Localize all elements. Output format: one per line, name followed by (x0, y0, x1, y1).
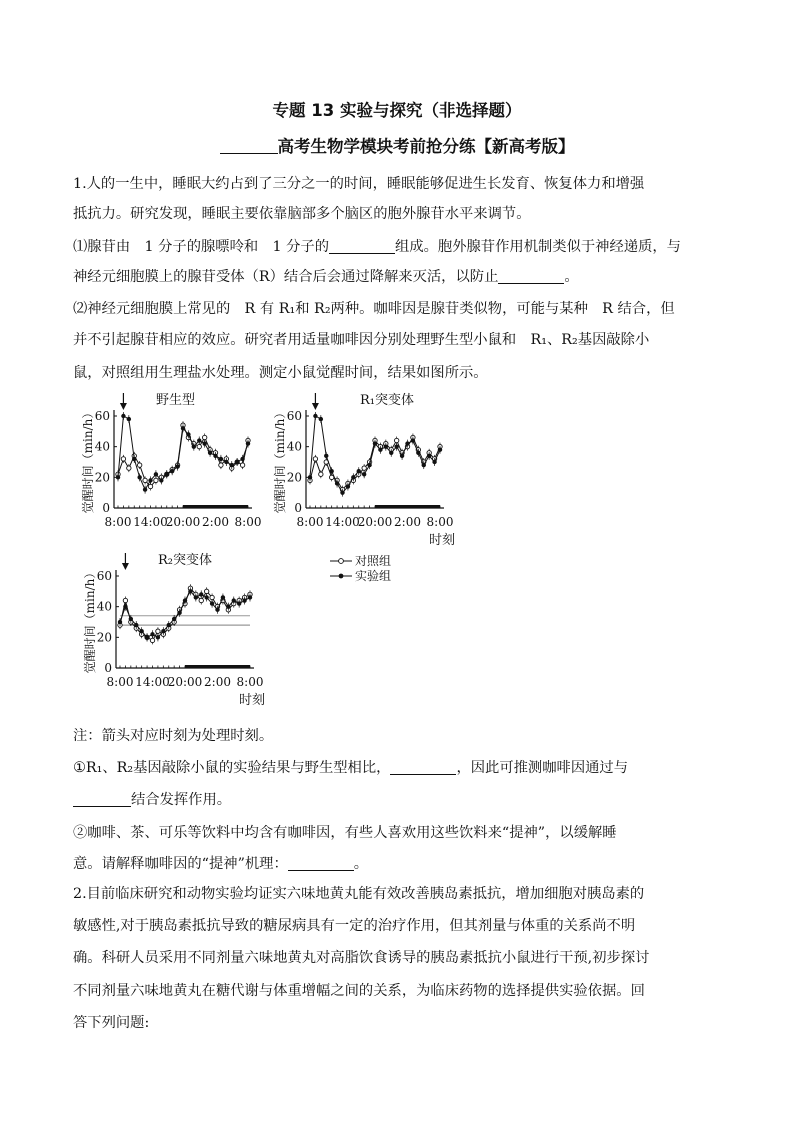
treatment-point (161, 629, 165, 633)
treatment-point (143, 487, 147, 491)
x-tick-label: 8:00 (426, 515, 454, 529)
control-point (362, 466, 366, 470)
control-point (394, 438, 398, 442)
legend-marker-treatment (339, 574, 344, 579)
treatment-point (202, 441, 206, 445)
figure-legend (330, 553, 391, 583)
treatment-point (346, 484, 350, 488)
x-tick-label: 14:00 (135, 675, 170, 689)
treatment-point (213, 454, 217, 458)
q2-line-3: 确。科研人员采用不同剂量六味地黄丸对高脂饮食诱导的胰岛素抵抗小鼠进行干预,初步探讨 (73, 950, 650, 966)
control-point (240, 463, 244, 467)
treatment-point (199, 592, 203, 596)
q1-part1-line2 (73, 266, 579, 286)
treatment-point (357, 469, 361, 473)
dark-period-bar (375, 505, 440, 508)
treatment-point (335, 481, 339, 485)
control-point (202, 435, 206, 439)
panel-title: 野生型 (156, 393, 196, 408)
y-axis-label: 觉醒时间（min/h） (81, 406, 95, 514)
treatment-point (137, 475, 141, 479)
treatment-point (432, 460, 436, 464)
control-point (319, 472, 323, 476)
treatment-point (210, 601, 214, 605)
treatment-point (118, 620, 122, 624)
treatment-point (240, 457, 244, 461)
x-tick-label: 20:00 (357, 515, 393, 529)
q1-s1a: ①R₁、R₂基因敲除小鼠的实验结果与野生型相比， (73, 760, 391, 776)
x-tick-label: 2:00 (202, 515, 229, 529)
q1-part1-line1 (73, 236, 681, 256)
treatment-point (224, 460, 228, 464)
treatment-point (188, 589, 192, 593)
q1-s1b: ，因此可推测咖啡因通过与 (456, 760, 629, 776)
y-tick-label: 40 (96, 599, 112, 614)
control-point (219, 463, 223, 467)
q2-line-5: 答下列问题: (73, 1015, 150, 1031)
y-tick-label: 60 (94, 409, 110, 423)
answer-blank[interactable] (498, 268, 564, 284)
control-point (204, 589, 208, 593)
treatment-point (378, 448, 382, 452)
series-line (120, 588, 250, 640)
treatment-point (400, 454, 404, 458)
y-tick-label: 0 (104, 661, 112, 675)
answer-blank[interactable] (288, 855, 354, 871)
treatment-point (134, 623, 138, 627)
title-line-2 (0, 133, 794, 157)
chart-layer (80, 392, 455, 708)
figure-note: 注：箭头对应时刻为处理时刻。 (73, 728, 274, 744)
treatment-point (221, 595, 225, 599)
treatment-point (367, 463, 371, 467)
treatment-point (340, 490, 344, 494)
treatment-point (156, 635, 160, 639)
treatment-point (248, 595, 252, 599)
x-tick-label: 2:00 (394, 515, 421, 529)
treatment-point (197, 438, 201, 442)
treatment-point (319, 417, 323, 421)
treatment-point (175, 464, 179, 468)
q1-part2-line3: 鼠，对照组用生理盐水处理。测定小鼠觉醒时间，结果如图所示。 (73, 365, 488, 381)
treatment-point (226, 604, 230, 608)
treatment-point (129, 617, 133, 621)
x-tick-label: 8:00 (234, 515, 262, 529)
treatment-point (183, 598, 187, 602)
treatment-point (384, 444, 388, 448)
treatment-point (219, 457, 223, 461)
treatment-point (242, 598, 246, 602)
y-axis-label: 觉醒时间（min/h） (273, 406, 287, 514)
control-point (197, 444, 201, 448)
control-point (210, 595, 214, 599)
q2-line-4: 不同剂量六味地黄丸在糖代谢与体重增幅之间的关系，为临床药物的选择提供实验依据。回 (73, 983, 645, 999)
q1-sub2-line2 (73, 853, 368, 873)
treatment-point (139, 629, 143, 633)
treatment-point (411, 438, 415, 442)
treatment-point (145, 635, 149, 639)
treatment-point (116, 475, 120, 479)
q1-part2-line2: 并不引起腺苷相应的效应。研究者用适量咖啡因分别处理野生型小鼠和 R₁、R₂基因敲除小 (73, 332, 650, 348)
treatment-point (159, 478, 163, 482)
y-tick-label: 20 (96, 630, 112, 645)
treatment-point (373, 441, 377, 445)
x-tick-label: 20:00 (167, 675, 203, 689)
y-tick-label: 0 (294, 501, 302, 515)
y-tick-label: 60 (96, 569, 112, 583)
treatment-point (329, 469, 333, 473)
legend-control: 对照组 (355, 554, 392, 568)
answer-blank[interactable] (390, 759, 456, 775)
treatment-point (362, 472, 366, 476)
treatment-arrow-head (122, 563, 129, 570)
y-tick-label: 40 (286, 439, 302, 454)
control-point (199, 598, 203, 602)
control-point (121, 457, 125, 461)
control-point (313, 457, 317, 461)
legend-marker-control (339, 559, 344, 564)
treatment-point (167, 623, 171, 627)
treatment-point (235, 460, 239, 464)
treatment-point (324, 454, 328, 458)
x-tick-label: 2:00 (204, 675, 231, 689)
title-blank (220, 139, 278, 154)
y-tick-label: 20 (286, 470, 302, 485)
control-point (148, 484, 152, 488)
treatment-point (194, 595, 198, 599)
treatment-arrow-head (312, 403, 319, 410)
q1-s1c: 结合发挥作用。 (131, 792, 232, 808)
treatment-point (154, 472, 158, 476)
control-point (123, 598, 127, 602)
control-point (137, 463, 141, 467)
treatment-point (246, 441, 250, 445)
x-tick-label: 8:00 (104, 515, 132, 529)
treatment-point (204, 595, 208, 599)
treatment-point (230, 463, 234, 467)
q1-p1d: 。 (564, 269, 579, 285)
treatment-point (121, 414, 125, 418)
y-axis-label: 觉醒时间（min/h） (83, 566, 97, 674)
control-point (154, 478, 158, 482)
treatment-point (208, 451, 212, 455)
treatment-point (148, 478, 152, 482)
treatment-point (313, 414, 317, 418)
treatment-point (192, 444, 196, 448)
q1-part2-line1: ⑵神经元细胞膜上常见的 R 有 R₁和 R₂两种。咖啡因是腺苷类似物，可能与某种 R 结合，但 (73, 301, 675, 317)
treatment-point (422, 463, 426, 467)
treatment-point (181, 426, 185, 430)
q1-sub1-line2 (73, 789, 231, 809)
treatment-point (172, 617, 176, 621)
treatment-point (127, 417, 131, 421)
x-tick-label: 8:00 (296, 515, 324, 529)
treatment-point (394, 444, 398, 448)
dark-period-bar (185, 665, 250, 668)
x-axis-label: 时刻 (428, 533, 456, 548)
dark-period-bar (183, 505, 248, 508)
legend-treatment: 实验组 (355, 569, 392, 583)
x-tick-label: 20:00 (165, 515, 201, 529)
treatment-point (427, 454, 431, 458)
treatment-point (132, 457, 136, 461)
treatment-point (186, 432, 190, 436)
q1-s2b: 意。请解释咖啡因的“提神”机理： (73, 856, 288, 872)
answer-blank[interactable] (73, 791, 131, 807)
treatment-point (438, 448, 442, 452)
treatment-point (416, 451, 420, 455)
control-point (143, 478, 147, 482)
treatment-point (123, 604, 127, 608)
q2-line-2: 敏感性,对于胰岛素抵抗导致的糖尿病具有一定的治疗作用，但其剂量与体重的关系尚不明 (73, 918, 636, 934)
control-point (127, 466, 131, 470)
title-line-1: 专题 13 实验与探究（非选择题） (272, 101, 522, 120)
q2-line-1: 2.目前临床研究和动物实验均证实六味地黄丸能有效改善胰岛素抵抗，增加细胞对胰岛素的 (73, 886, 645, 902)
y-tick-label: 20 (94, 470, 110, 485)
q1-p1a: ⑴腺苷由 1 分子的腺嘌呤和 1 分子的 (73, 239, 330, 255)
treatment-point (308, 475, 312, 479)
x-tick-label: 14:00 (325, 515, 360, 529)
q1-p1b: 组成。胞外腺苷作用机制类似于神经递质，与 (395, 239, 681, 255)
x-axis-label: 时刻 (238, 693, 266, 708)
panel-title: R₁突变体 (360, 393, 414, 408)
x-tick-label: 8:00 (106, 675, 134, 689)
treatment-arrow-head (120, 403, 127, 410)
y-tick-label: 40 (94, 439, 110, 454)
y-tick-label: 60 (286, 409, 302, 423)
treatment-point (232, 598, 236, 602)
treatment-point (150, 632, 154, 636)
q1-p1c: 神经元细胞膜上的腺苷受体（R）结合后会通过降解来灭活，以防止 (73, 269, 499, 285)
title-line-2-text: 高考生物学模块考前抢分练【新高考版】 (277, 137, 575, 156)
y-tick-label: 0 (102, 501, 110, 515)
treatment-point (177, 611, 181, 615)
treatment-point (165, 472, 169, 476)
control-point (150, 638, 154, 642)
q1-sub1-line1 (73, 757, 628, 777)
treatment-point (237, 601, 241, 605)
answer-blank[interactable] (329, 238, 395, 254)
treatment-point (389, 451, 393, 455)
treatment-point (215, 608, 219, 612)
x-tick-label: 8:00 (236, 675, 264, 689)
treatment-point (351, 475, 355, 479)
q1-sub2-line1: ②咖啡、茶、可乐等饮料中均含有咖啡因，有些人喜欢用这些饮料来“提神”，以缓解睡 (73, 825, 617, 841)
panel-title: R₂突变体 (158, 553, 212, 568)
control-point (156, 629, 160, 633)
treatment-point (405, 441, 409, 445)
q1-intro-2: 抵抗力。研究发现，睡眠主要依靠脑部多个脑区的胞外腺苷水平来调节。 (73, 206, 531, 222)
awake-time-figure (72, 385, 492, 710)
x-tick-label: 14:00 (133, 515, 168, 529)
treatment-point (170, 469, 174, 473)
q1-intro-1: 1.人的一生中，睡眠大约占到了三分之一的时间，睡眠能够促进生长发育、恢复体力和增强 (73, 176, 645, 192)
q1-s2c: 。 (353, 856, 369, 872)
